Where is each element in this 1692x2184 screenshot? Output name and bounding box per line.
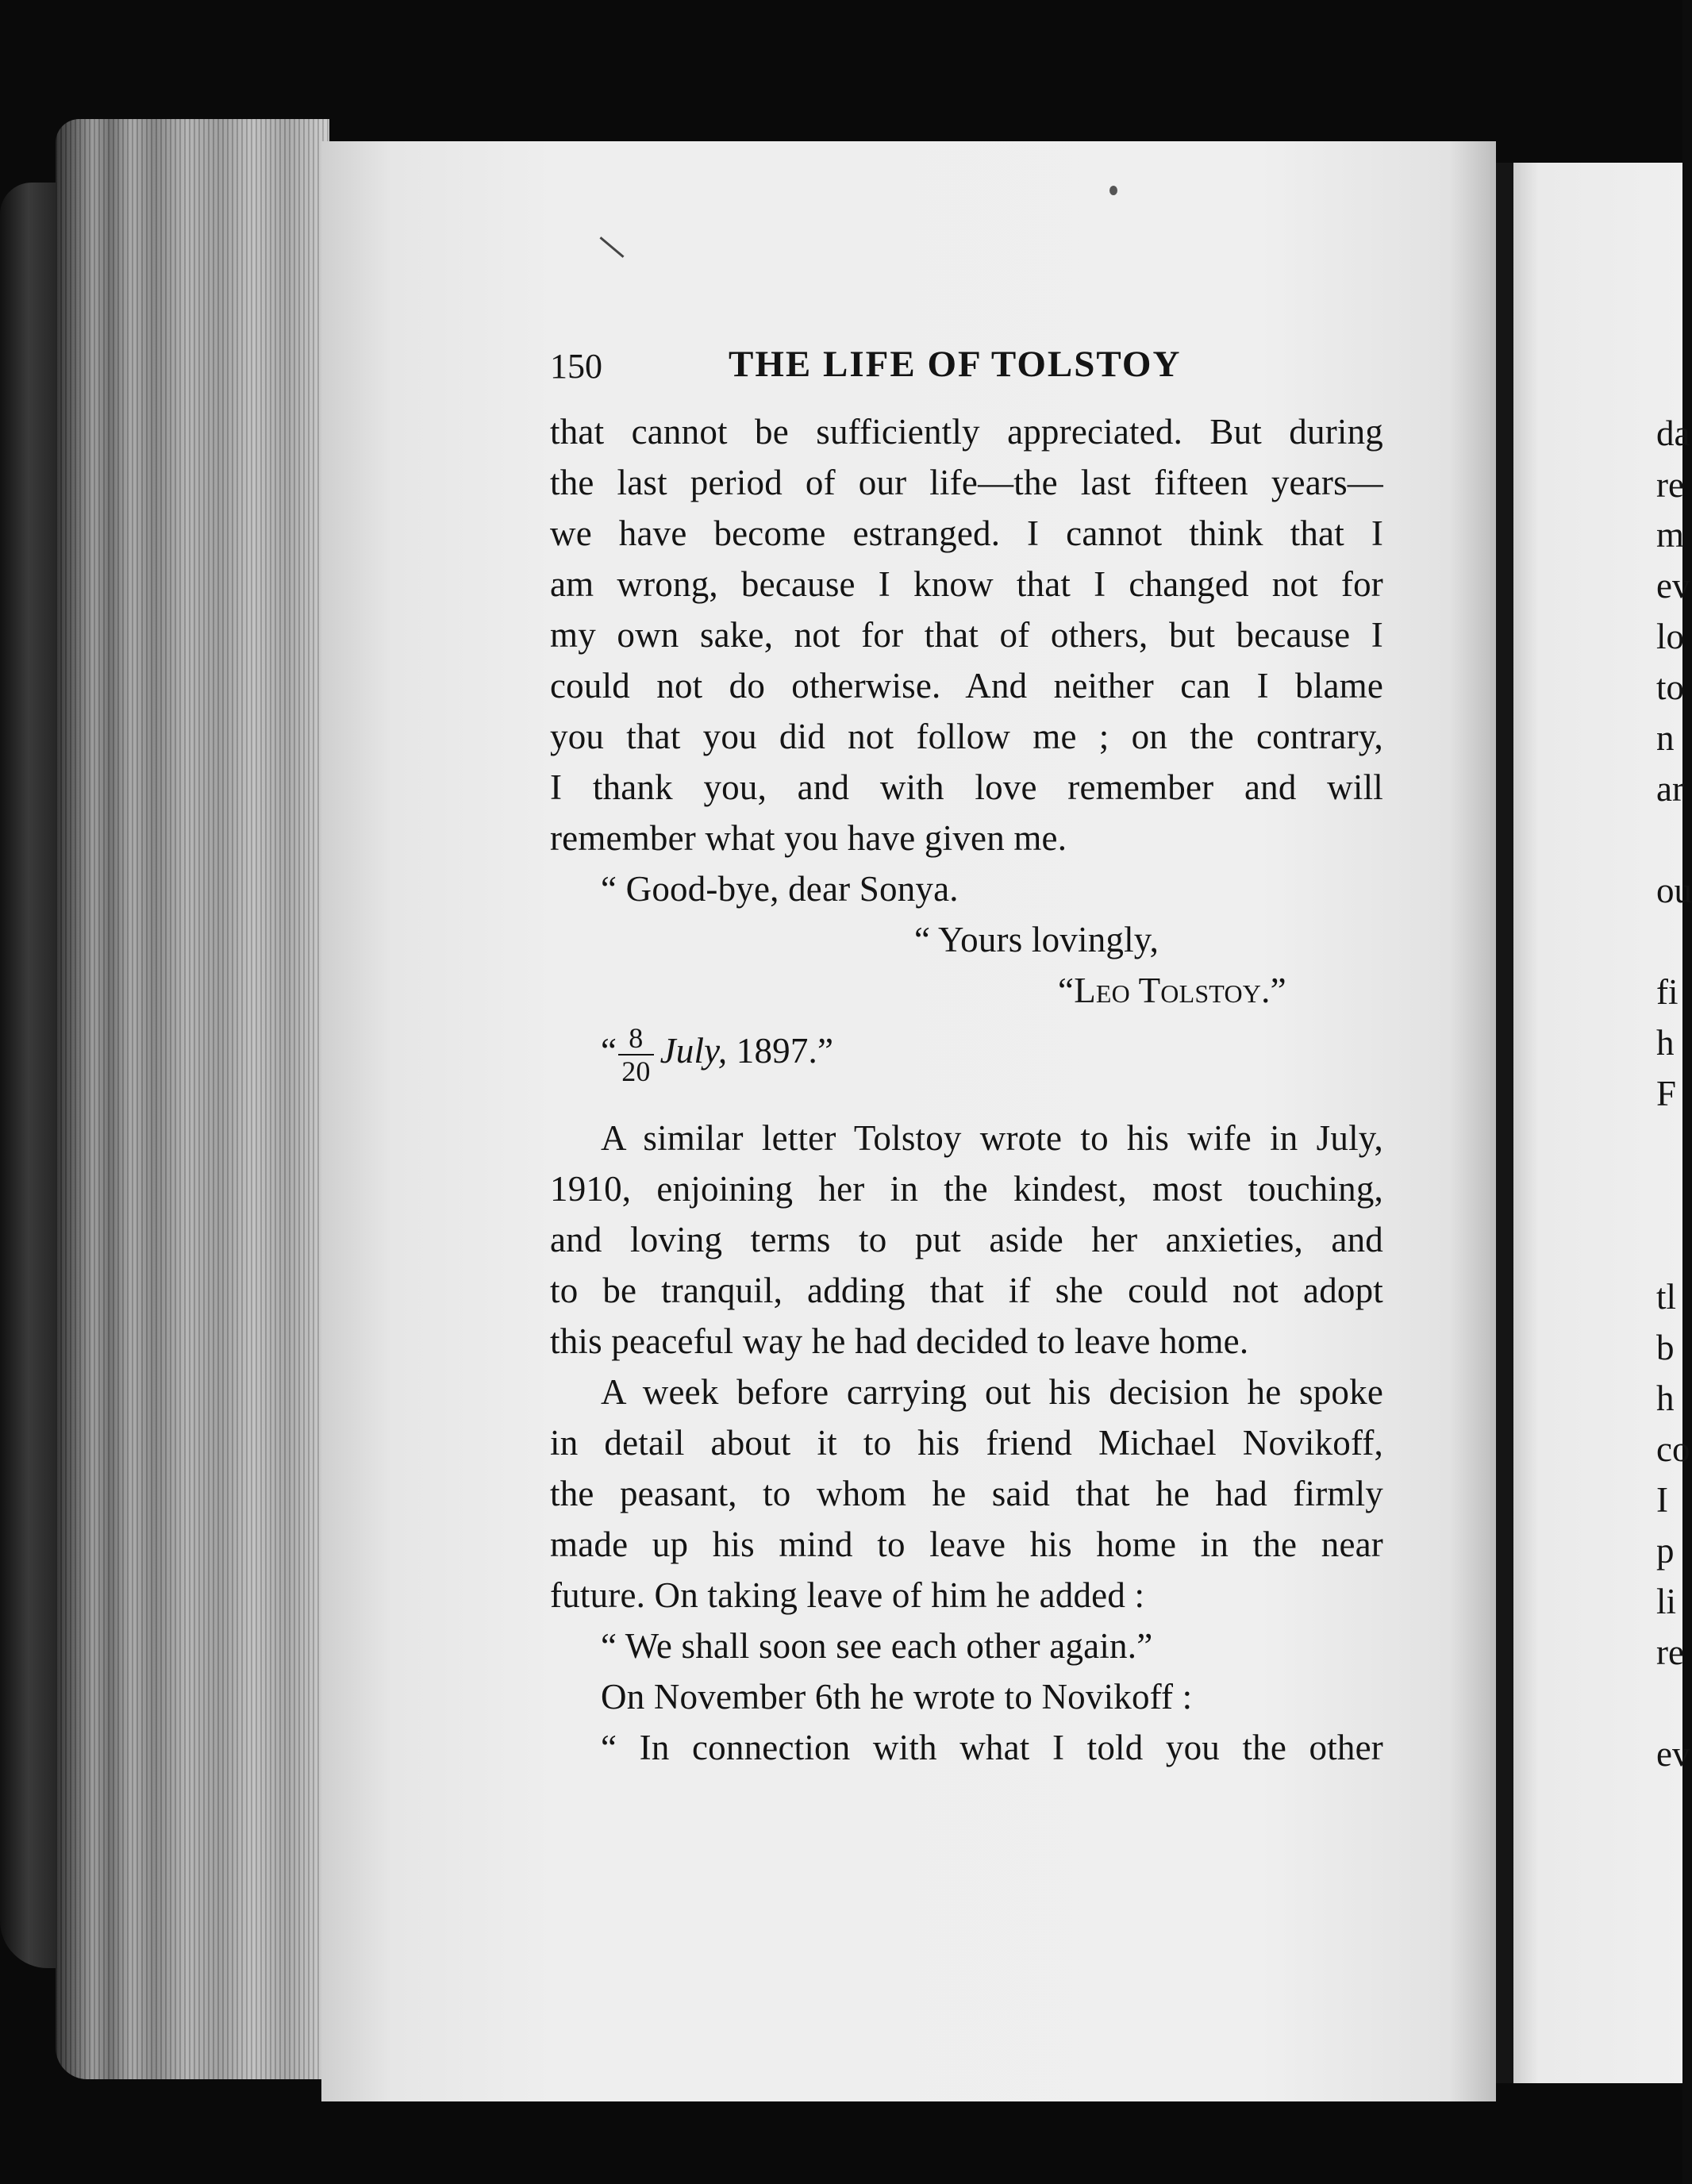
right-page-fragment: p <box>1656 1531 1675 1571</box>
right-page-fragment: da <box>1656 413 1690 453</box>
date-line <box>601 1019 833 1087</box>
running-head <box>550 343 1383 394</box>
text-line: the last period of our life—the last fifteen years— <box>550 463 1383 502</box>
text-line: you that you did not follow me ; on the contrary, <box>550 717 1383 756</box>
text-line: am wrong, because I know that I changed not for <box>550 564 1383 604</box>
signature-open-quote: “ <box>1058 971 1075 1010</box>
date-numerator: 8 <box>618 1022 653 1055</box>
goodbye-line: “ Good-bye, dear Sonya. <box>601 869 959 909</box>
right-page-fragment: tl <box>1656 1277 1677 1317</box>
right-page-fragment: fi <box>1656 972 1679 1012</box>
date-month: July, <box>659 1031 728 1071</box>
signature-close-quote: ” <box>1270 971 1286 1010</box>
right-page-fragment: ev <box>1656 566 1690 606</box>
right-page-fragment: h <box>1656 1023 1675 1063</box>
closing-line: “ Yours lovingly, <box>914 920 1159 959</box>
signature-name: Leo Tolstoy. <box>1074 971 1271 1010</box>
text-line: that cannot be sufficiently appreciated. But during <box>550 412 1383 452</box>
right-page-fragment: ar <box>1656 769 1684 809</box>
right-page-fragment: to <box>1656 667 1685 707</box>
right-page-fragment: ou <box>1656 871 1692 910</box>
page-number: 150 <box>550 347 602 386</box>
text-line: to be tranquil, adding that if she could not adopt <box>550 1271 1383 1310</box>
text-line: this peaceful way he had decided to leave home. <box>550 1321 1249 1361</box>
text-line: “ In connection with what I told you the other <box>601 1728 1383 1767</box>
running-title: THE LIFE OF TOLSTOY <box>729 344 1182 385</box>
date-fraction <box>618 1022 653 1087</box>
text-line: and loving terms to put aside her anxieties, and <box>550 1220 1383 1259</box>
right-page-fragment: m <box>1656 515 1685 555</box>
right-page-fragment: F <box>1656 1074 1677 1113</box>
right-page-fragment: ev <box>1656 1734 1690 1774</box>
text-line: we have become estranged. I cannot think that I <box>550 513 1383 553</box>
text-line: future. On taking leave of him he added : <box>550 1575 1145 1615</box>
text-line: A week before carrying out his decision he spoke <box>601 1372 1383 1412</box>
right-page-fragment: h <box>1656 1378 1675 1418</box>
right-page-fragment: I <box>1656 1480 1668 1520</box>
right-page-fragment: b <box>1656 1328 1675 1367</box>
right-page-fragment: n <box>1656 718 1675 758</box>
right-page-fragment: lo <box>1656 617 1685 656</box>
text-line: remember what you have given me. <box>550 818 1067 858</box>
page-edges-stack <box>56 119 329 2079</box>
text-line: my own sake, not for that of others, but because I <box>550 615 1383 655</box>
right-page-fragment: li <box>1656 1582 1677 1621</box>
text-line: the peasant, to whom he said that he had firmly <box>550 1474 1383 1513</box>
text-line: 1910, enjoining her in the kindest, most touching, <box>550 1169 1383 1209</box>
right-page-fragment: co <box>1656 1429 1690 1469</box>
text-line: On November 6th he wrote to Novikoff : <box>601 1677 1193 1717</box>
right-page-fragment: re <box>1656 1632 1684 1672</box>
text-line: made up his mind to leave his home in the near <box>550 1525 1383 1564</box>
signature-line <box>1058 970 1286 1011</box>
date-denominator: 20 <box>621 1055 651 1087</box>
text-line: in detail about it to his friend Michael Novikoff, <box>550 1423 1383 1463</box>
book-gutter <box>1496 163 1513 2083</box>
date-open-quote: “ <box>601 1031 617 1071</box>
text-line: A similar letter Tolstoy wrote to his wife in July, <box>601 1118 1383 1158</box>
text-line: I thank you, and with love remember and will <box>550 767 1383 807</box>
date-year: 1897.” <box>727 1031 834 1071</box>
text-line: “ We shall soon see each other again.” <box>601 1626 1153 1666</box>
right-page-fragment: re <box>1656 465 1684 505</box>
text-line: could not do otherwise. And neither can I blame <box>550 666 1383 706</box>
page-speck <box>1109 186 1117 195</box>
